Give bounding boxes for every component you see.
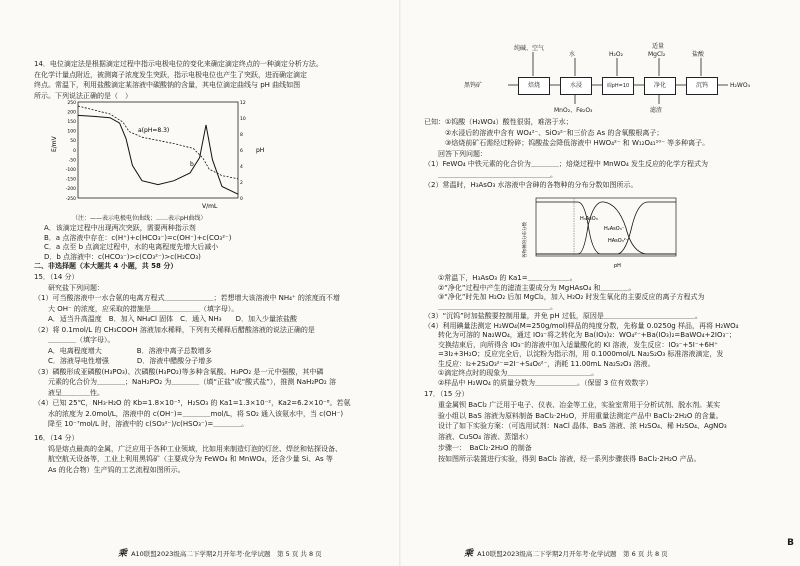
- text-line: （1）可当酸溶液中一水合氨的电离方程式＿＿＿＿＿＿＿；若想增大该溶液中 NH₄⁺ 的浓度而不增: [34, 294, 340, 302]
- text-line: 生反应：I₂+2S₂O₃²⁻=2I⁻+S₄O₆²⁻，消耗 11.00mL Na₂S₂O₃ 溶液。: [424, 359, 655, 368]
- chart-caption: （注：——表示电极电位曲线；……表示pH曲线）: [72, 215, 207, 222]
- flow-top2: 水: [569, 51, 576, 58]
- footer-logo: 乘: [118, 549, 128, 559]
- text-line: 17．（15 分）: [424, 390, 469, 398]
- dist-label-2: H₂AsO₃⁻: [604, 226, 625, 232]
- text-line: 液呈＿＿＿＿性。: [34, 388, 104, 397]
- text-line: 航空航天设备等，工业上利用黑钨矿（主要成分为 FeWO₄ 和 MnWO₄，还含少量 Si、As 等: [34, 455, 333, 463]
- text-line: ①常温下，H₃AsO₃ 的 Ka1=＿＿＿＿＿＿。: [424, 274, 577, 282]
- flow-top3: H₂O₂: [609, 51, 624, 58]
- text-line: 验小组以 BaS 溶液为原料制备 BaCl₂·2H₂O，并用重量法测定产品中 BaCl₂·2H₂O 的含量。: [424, 411, 723, 420]
- text-line: =3I₂+3H₂O；反应完全后，以淀粉为指示剂，用 0.1000mol/L Na₂S₂O₃ 标准溶液滴定，发: [424, 350, 724, 358]
- flow-box-precip: 沉钨: [686, 77, 718, 95]
- text-line: 元素的化合价为＿＿＿＿；NaH₂PO₂ 为＿＿＿＿（填“正盐”或“酸式盐”），推测 NaH₂PO₂ 溶: [34, 378, 336, 386]
- y-tick-label: -150: [65, 177, 76, 183]
- footer-logo: 乘: [464, 549, 474, 559]
- titration-chart: [51, 96, 265, 214]
- text-line: ＿＿＿＿（填字母）。: [34, 336, 115, 344]
- y2-tick-label: 12: [240, 100, 246, 106]
- text-line: 终点。常温下，利用盐酸滴定某溶液中碳酸钠的含量，其电位滴定曲线与 pH 曲线如图: [34, 81, 301, 89]
- text-line: ③“净化”时先加 H₂O₂ 后加 MgCl₂，加入 H₂O₂ 时发生氧化的主要反应的离子方程式为: [424, 293, 705, 301]
- text-line: （4）利用碘量法测定 H₂WO₄(M=250g/mol)样品的纯度分数，先称量 0.0250g 样品，再将 H₂WO₄: [424, 321, 739, 330]
- text-line: （2）常温时，H₃AsO₃ 水溶液中含砷的各物种的分布分数如图所示。: [424, 181, 638, 189]
- right-footer: [464, 546, 668, 559]
- corner-mark: B: [787, 538, 794, 548]
- text-line: 研究盐下列问题：: [34, 283, 104, 292]
- chart-label-b: b: [190, 161, 194, 168]
- right-page: [400, 0, 800, 566]
- y-tick-label: 200: [67, 110, 76, 116]
- text-line: 所示。下列说法正确的是（ ）: [34, 91, 132, 100]
- y2-tick-label: 10: [240, 116, 246, 122]
- text-line: （4）已知 25℃，NH₃·H₂O 的 Kb=1.8×10⁻⁵，H₂SO₃ 的 Ka1=1.3×10⁻²，Ka2=6.2×10⁻⁸。若氨: [34, 399, 351, 407]
- y-tick-label: 150: [67, 120, 76, 125]
- chart-label-a: a(pH=8.3): [138, 127, 170, 134]
- text-line: 降至 10⁻⁷mol/L 时，溶液中的 c(SO₃²⁻)/c(HSO₃⁻)=＿＿＿＿。: [34, 420, 249, 428]
- text-line: 水的浓度为 2.0mol/L，溶液中的 c(OH⁻)=＿＿＿＿mol/L，将 SO₂ 通入该氨水中，当 c(OH⁻): [34, 409, 344, 418]
- flow-product: H₂WO₄: [730, 82, 750, 89]
- y-tick-label: 0: [73, 148, 76, 154]
- distribution-chart: [518, 194, 688, 270]
- text-line: 大 OH⁻ 的浓度，应采取的措施是＿＿＿＿＿＿＿（填字母）。: [34, 304, 239, 313]
- y-tick-label: 100: [67, 129, 76, 135]
- text-line: C．溶液导电性增强 D．溶液中醋酸分子增多: [34, 357, 213, 365]
- text-line: A．该滴定过程中出现两次突跃，需要两种指示剂: [44, 224, 196, 232]
- flow-top4b: MgCl₂: [648, 51, 666, 58]
- text-line: 16．（14 分）: [34, 434, 79, 442]
- section-title: 二、非选择题（本大题共 4 小题，共 58 分）: [34, 262, 178, 270]
- text-line: （1）FeWO₄ 中铁元素的化合价为＿＿＿＿；焙烧过程中 MnWO₄ 发生反应的化学方程式为: [424, 160, 709, 168]
- y-tick-label: 50: [70, 139, 76, 145]
- process-flow: [400, 30, 800, 120]
- y2-tick-label: 6: [240, 148, 243, 154]
- y2-tick-label: 2: [240, 180, 243, 186]
- text-line: ②“净化”过程中产生的滤渣主要成分为 MgHAsO₄ 和＿＿＿＿。: [424, 283, 636, 292]
- text-line: 转化为可溶的 Na₂WO₄，通过 IO₃⁻将之转化为 Ba(IO₃)₂：WO₄²⁻+Ba(IO₃)₂=BaWO₄+2IO₃⁻；: [424, 331, 736, 339]
- flow-bottom2: 滤渣: [650, 107, 663, 114]
- text-line: C．a 点至 b 点滴定过程中，水的电离程度先增大后减小: [44, 243, 219, 251]
- text-line: ＿＿＿＿＿＿＿＿＿＿＿＿＿＿＿＿。: [424, 170, 557, 179]
- text-line: ③焙烧前矿石需经过粉碎；钨酸盐会降低溶液中 HWO₄²⁻ 和 W₁₂O₄₁¹⁰⁻ 等多种离子。: [424, 139, 710, 147]
- text-line: 溶液、CuSO₄ 溶液、蒸馏水）: [424, 433, 533, 442]
- flow-box-leach: 水浸: [560, 77, 592, 95]
- text-line: 14．电位滴定法是根据滴定过程中指示电极电位的变化来确定滴定终点的一种滴定分析方法。: [34, 60, 323, 68]
- chart-xlabel: V/mL: [202, 203, 218, 210]
- text-line: D．b 点溶液中：c(HCO₃⁻)>c(CO₃²⁻)>c(H₂CO₃): [44, 252, 201, 261]
- text-line: 按如图所示装置进行实验，得到 BaCl₂ 溶液，经一系列步骤获得 BaCl₂·2H₂O 产品。: [424, 454, 701, 463]
- flow-top5: 盐酸: [692, 51, 705, 58]
- text-line: 设计了如下实验方案：（可选用试剂：NaCl 晶体、BaS 溶液、浓 H₂SO₄、稀 H₂SO₄、AgNO₃: [424, 422, 727, 431]
- chart-ylabel-left: E/mV: [51, 136, 58, 152]
- flow-arrows: [400, 30, 800, 120]
- chart-plot-area: [78, 102, 238, 198]
- y-tick-label: -50: [68, 158, 76, 164]
- dist-ylabel: 各物种的分布分数: [523, 222, 528, 258]
- y2-tick-label: 4: [240, 164, 243, 170]
- text-line: 重金属钡 BaCl₂ 广泛用于电子、仪表、冶金等工业，实验室常用于分析试剂、脱水剂。某实: [424, 400, 721, 409]
- text-line: 回答下列问题：: [424, 149, 487, 158]
- text-line: ＿＿＿＿＿＿＿＿＿＿＿＿＿＿＿＿。: [424, 302, 557, 311]
- y-tick-label: -100: [65, 168, 76, 173]
- flow-box-purify: 净化: [644, 77, 676, 95]
- flow-raw: 黑钨矿: [464, 82, 483, 89]
- text-line: B．a 点溶液中存在：c(H⁺)+c(HCO₃⁻)=c(OH⁻)+c(CO₃²⁻): [44, 233, 232, 242]
- text-line: 在化学计量点附近，被测离子浓度发生突跃，指示电极电位也产生了突跃，进而确定滴定: [34, 70, 307, 79]
- flow-box-roast: 焙烧: [518, 77, 550, 95]
- flow-box-ph: 调pH=10: [602, 77, 634, 95]
- flow-bottom1: MnO₂、Fe₂O₃: [554, 107, 593, 114]
- dist-label-1: H₃AsO₃: [580, 216, 598, 222]
- text-line: 15．（14 分）: [34, 273, 79, 281]
- y2-tick-label: 8: [240, 132, 243, 138]
- text-line: As 的化合物）生产钨的工艺流程如图所示。: [34, 465, 185, 474]
- flow-top1: 纯碱、空气: [514, 45, 545, 52]
- text-line: ②水浸后的溶液中含有 WO₄²⁻、SiO₃²⁻和三价态 As 的含氧酸根离子；: [424, 128, 664, 137]
- text-line: ②样品中 H₂WO₄ 的质量分数为＿＿＿＿＿＿。（保留 3 位有效数字）: [424, 378, 653, 387]
- left-footer: [118, 546, 322, 559]
- y2-tick-label: 0: [240, 196, 243, 202]
- text-line: ①滴定终点时的现象为＿＿＿＿＿＿＿＿＿＿＿＿。: [424, 369, 599, 377]
- chart-ylabel-right: pH: [256, 147, 265, 154]
- dist-label-3: HAsO₃²⁻: [608, 238, 629, 244]
- text-line: （3）磷酸形成亚磷酸(H₃PO₃)、次磷酸(H₃PO₂)等多种含氧酸。H₃PO₂ 是一元中强酸，其中磷: [34, 367, 324, 376]
- text-line: 步骤一： BaCl₂·2H₂O 的制备: [424, 444, 532, 452]
- y-tick-label: -200: [65, 187, 76, 193]
- footer-text: A10联盟2023级高二下学期2月开年考·化学试题 第 6 页 共 8 页: [477, 550, 668, 558]
- dist-xlabel: pH: [614, 263, 621, 269]
- text-line: A．适当升高温度 B．加入 NH₄Cl 固体 C．通入 NH₃ D．加入少量浓盐酸: [34, 315, 297, 323]
- text-line: A．电离程度增大 B．溶液中离子总数增多: [34, 346, 212, 355]
- text-line: 钨是熔点最高的金属，广泛应用于各种工业领域，比如用来制造灯泡的灯丝、焊丝和钻探设备、: [34, 444, 342, 453]
- footer-text: A10联盟2023级高二下学期2月开年考·化学试题 第 5 页 共 8 页: [131, 550, 322, 558]
- y-tick-label: 250: [67, 100, 76, 106]
- text-line: 交换结束后，向所得含 IO₃⁻的溶液中加入适量酸化的 KI 溶液，发生反应：IO₃⁻+5I⁻+6H⁺: [424, 340, 718, 349]
- text-line: （2）将 0.1mol/L 的 CH₃COOH 溶液加水稀释，下列有关稀释后醋酸溶液的说法正确的是: [34, 325, 315, 334]
- flow-top4a: 适量: [652, 43, 665, 50]
- text-line: （3）“沉钨”时加盐酸要控制用量，并免 pH 过低，原因是＿＿＿＿＿＿＿＿＿＿＿＿＿。: [424, 312, 702, 320]
- y-tick-label: -250: [65, 196, 76, 202]
- text-line: 已知：①钨酸（H₂WO₄）酸性很弱，难溶于水；: [424, 118, 573, 126]
